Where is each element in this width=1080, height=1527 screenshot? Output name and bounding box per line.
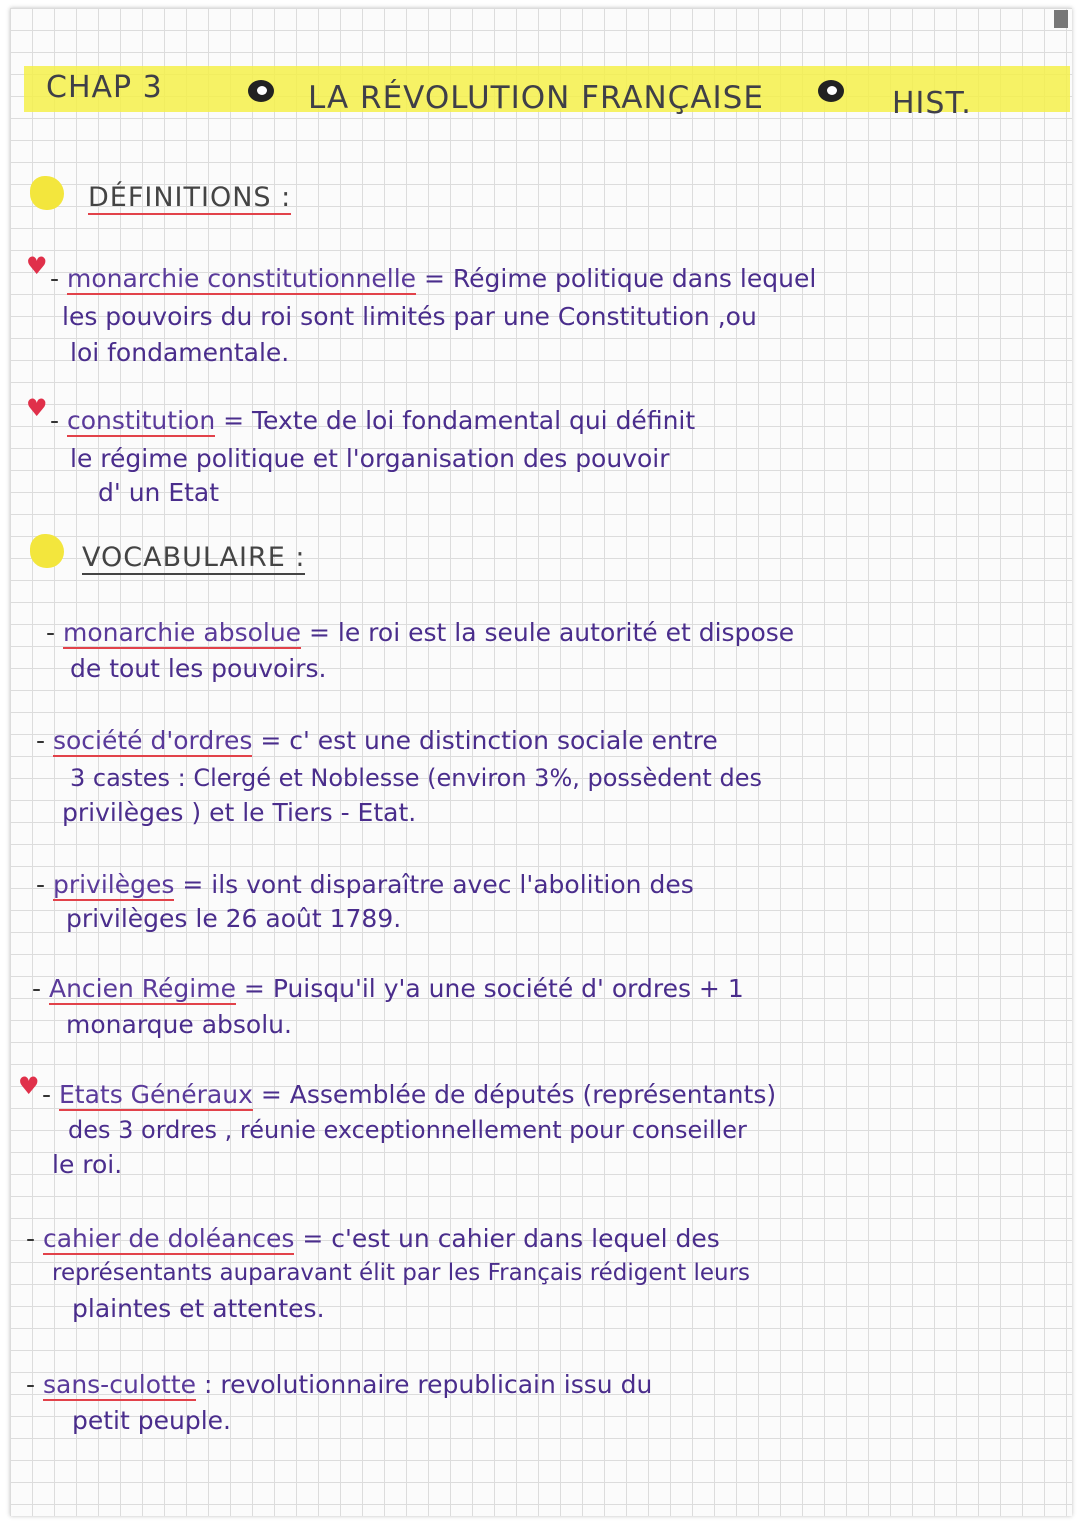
vocab-term: sans-culotte — [42, 1370, 197, 1399]
vocab-term: privilèges — [52, 870, 175, 899]
vocab-line: le roi. — [52, 1150, 123, 1179]
binder-hole-icon — [248, 80, 274, 102]
vocab-line: - sans-culotte : revolutionnaire republicain issu du — [26, 1370, 653, 1399]
definition-line: d' un Etat — [98, 478, 220, 507]
page-corner-mark — [1054, 10, 1068, 28]
section-heading-vocabulaire: VOCABULAIRE : — [82, 542, 306, 573]
vocab-line: de tout les pouvoirs. — [70, 654, 327, 683]
heart-icon: ♥ — [26, 394, 48, 422]
heart-icon: ♥ — [26, 252, 48, 280]
vocab-line: privilèges ) et le Tiers - Etat. — [62, 798, 417, 827]
vocab-line: 3 castes : Clergé et Noblesse (environ 3%, possèdent des — [70, 764, 762, 792]
vocab-line: - Etats Généraux = Assemblée de députés (représentants) — [42, 1080, 777, 1109]
vocab-line: - société d'ordres = c' est une distinction sociale entre — [36, 726, 718, 755]
vocab-line: privilèges le 26 août 1789. — [66, 904, 402, 933]
chapter-label: CHAP 3 — [46, 70, 163, 105]
definition-line: loi fondamentale. — [70, 338, 290, 367]
vocab-term: cahier de doléances — [42, 1224, 295, 1253]
page-title: LA RÉVOLUTION FRANÇAISE — [308, 80, 764, 116]
definition-line: - constitution = Texte de loi fondamental qui définit — [50, 406, 696, 435]
notebook-page — [10, 8, 1072, 1516]
vocab-line: plaintes et attentes. — [72, 1294, 325, 1323]
definition-line: les pouvoirs du roi sont limités par une Constitution ,ou — [62, 302, 757, 331]
vocab-line: des 3 ordres , réunie exceptionnellement pour conseiller — [68, 1116, 747, 1144]
section-bullet-icon — [30, 534, 64, 568]
definition-term: monarchie constitutionnelle — [66, 264, 417, 293]
vocab-line: monarque absolu. — [66, 1010, 292, 1039]
binder-hole-icon — [818, 80, 844, 102]
vocab-line: - monarchie absolue = le roi est la seule autorité et dispose — [46, 618, 795, 647]
definition-term: constitution — [66, 406, 216, 435]
vocab-term: monarchie absolue — [62, 618, 302, 647]
vocab-term: Etats Généraux — [58, 1080, 253, 1109]
section-heading-definitions: DÉFINITIONS : — [88, 182, 292, 213]
vocab-term: société d'ordres — [52, 726, 253, 755]
vocab-line: - Ancien Régime = Puisqu'il y'a une société d' ordres + 1 — [32, 974, 744, 1003]
heart-icon: ♥ — [18, 1072, 40, 1100]
vocab-line: - privilèges = ils vont disparaître avec l'abolition des — [36, 870, 694, 899]
definition-line: le régime politique et l'organisation des pouvoir — [70, 444, 670, 473]
vocab-line: - cahier de doléances = c'est un cahier dans lequel des — [26, 1224, 720, 1253]
section-bullet-icon — [30, 176, 64, 210]
subject-label: HIST. — [892, 86, 972, 121]
vocab-term: Ancien Régime — [48, 974, 236, 1003]
vocab-line: petit peuple. — [72, 1406, 231, 1435]
vocab-line: représentants auparavant élit par les Français rédigent leurs — [52, 1260, 751, 1286]
definition-line: - monarchie constitutionnelle = Régime politique dans lequel — [50, 264, 817, 293]
